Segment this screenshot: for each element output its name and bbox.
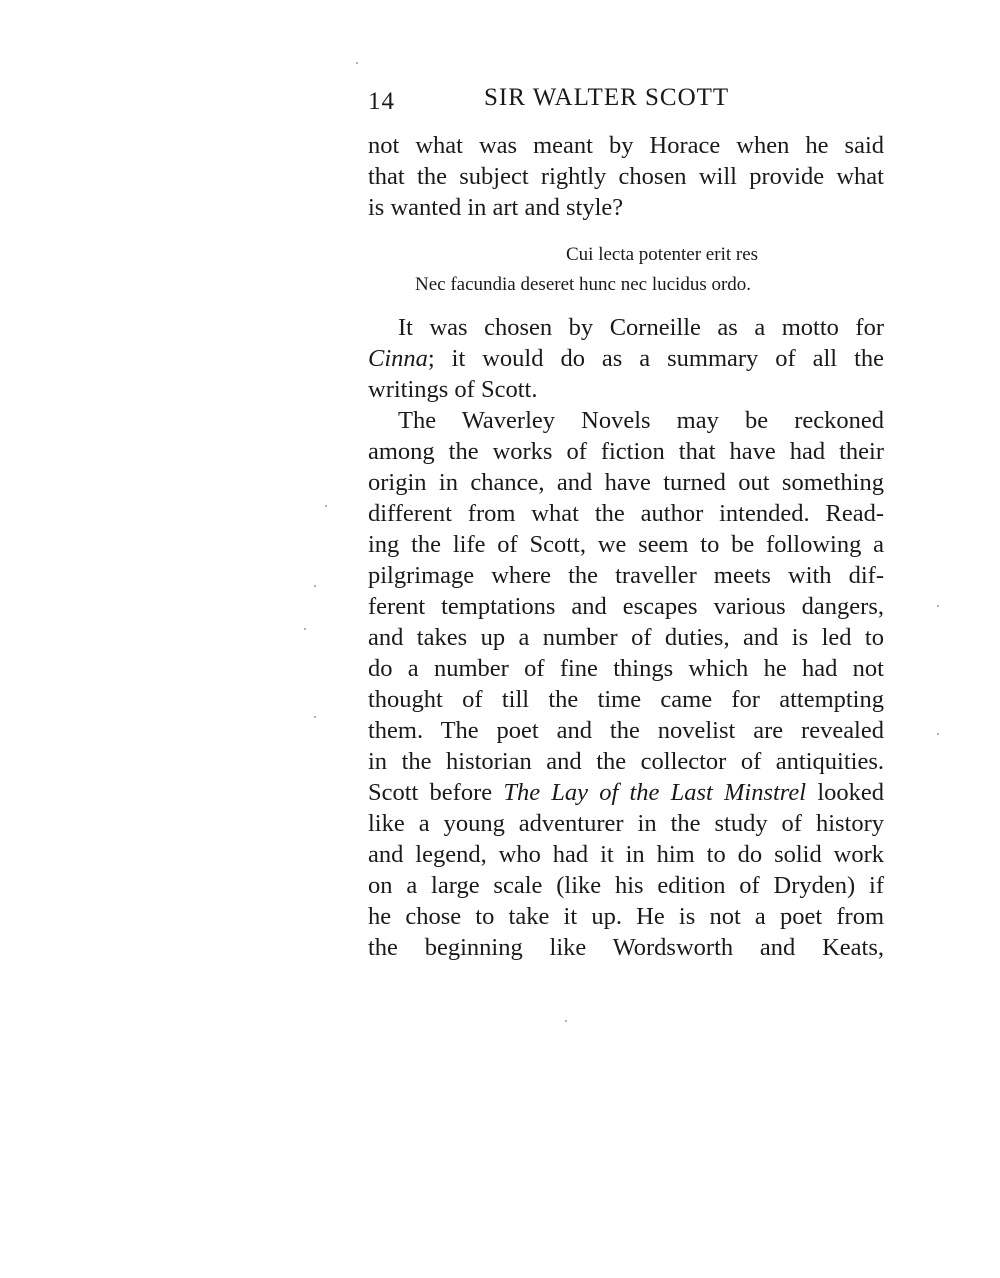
quote-line: Nec facundia deseret hunc nec lucidus ordo.: [415, 274, 752, 295]
text-line: do a number of fine things which he had not: [368, 655, 884, 682]
text-line: he chose to take it up. He is not a poet from: [368, 903, 884, 930]
text-line: [368, 777, 884, 808]
scan-speck: [937, 605, 939, 607]
scan-speck: [565, 1020, 567, 1022]
scan-speck: [304, 628, 306, 630]
text-line: pilgrimage where the traveller meets with dif-: [368, 562, 884, 589]
scan-speck: [937, 733, 939, 735]
text-line: in the historian and the collector of antiquities.: [368, 748, 884, 775]
text-line: It was chosen by Corneille as a motto for: [398, 314, 884, 341]
scan-speck: [314, 716, 316, 718]
text-line: that the subject rightly chosen will provide what: [368, 163, 884, 190]
scan-speck: [356, 62, 358, 64]
page-number: 14: [368, 88, 395, 115]
quote-line: Cui lecta potenter erit res: [566, 244, 759, 265]
text-line: [368, 343, 884, 374]
text-line: thought of till the time came for attempting: [368, 686, 884, 713]
paragraph-2: [368, 312, 884, 405]
text-line: on a large scale (like his edition of Dryden) if: [368, 872, 884, 899]
text-line: and takes up a number of duties, and is led to: [368, 624, 884, 651]
text-line: and legend, who had it in him to do solid work: [368, 841, 884, 868]
text-line: the beginning like Wordsworth and Keats,: [368, 934, 884, 961]
text-line: different from what the author intended. Read-: [368, 500, 884, 527]
text-fragment: ; it would do as a summary of all the: [427, 345, 884, 372]
text-line: The Waverley Novels may be reckoned: [398, 407, 884, 434]
text-line: not what was meant by Horace when he said: [368, 132, 884, 159]
text-fragment: looked: [817, 779, 885, 806]
italic-title-lay-of-the-last-minstrel: The Lay of the Last Minstrel: [503, 779, 807, 806]
text-line: among the works of fiction that have had their: [368, 438, 884, 465]
text-line: them. The poet and the novelist are revealed: [368, 717, 884, 744]
page-header: [368, 84, 884, 118]
scan-speck: [325, 505, 327, 507]
paragraph-1: [368, 130, 884, 223]
scan-speck: [314, 585, 316, 587]
italic-title-cinna: Cinna: [368, 345, 428, 372]
latin-quotation: [368, 240, 884, 300]
text-line: writings of Scott.: [368, 376, 538, 403]
text-line: origin in chance, and have turned out something: [368, 469, 884, 496]
paragraph-3: [368, 405, 884, 963]
text-line: ing the life of Scott, we seem to be following a: [368, 531, 884, 558]
text-line: like a young adventurer in the study of history: [368, 810, 884, 837]
text-fragment: Scott before: [368, 779, 493, 806]
text-line: is wanted in art and style?: [368, 194, 624, 221]
text-line: ferent temptations and escapes various dangers,: [368, 593, 884, 620]
running-head: SIR WALTER SCOTT: [484, 84, 730, 111]
